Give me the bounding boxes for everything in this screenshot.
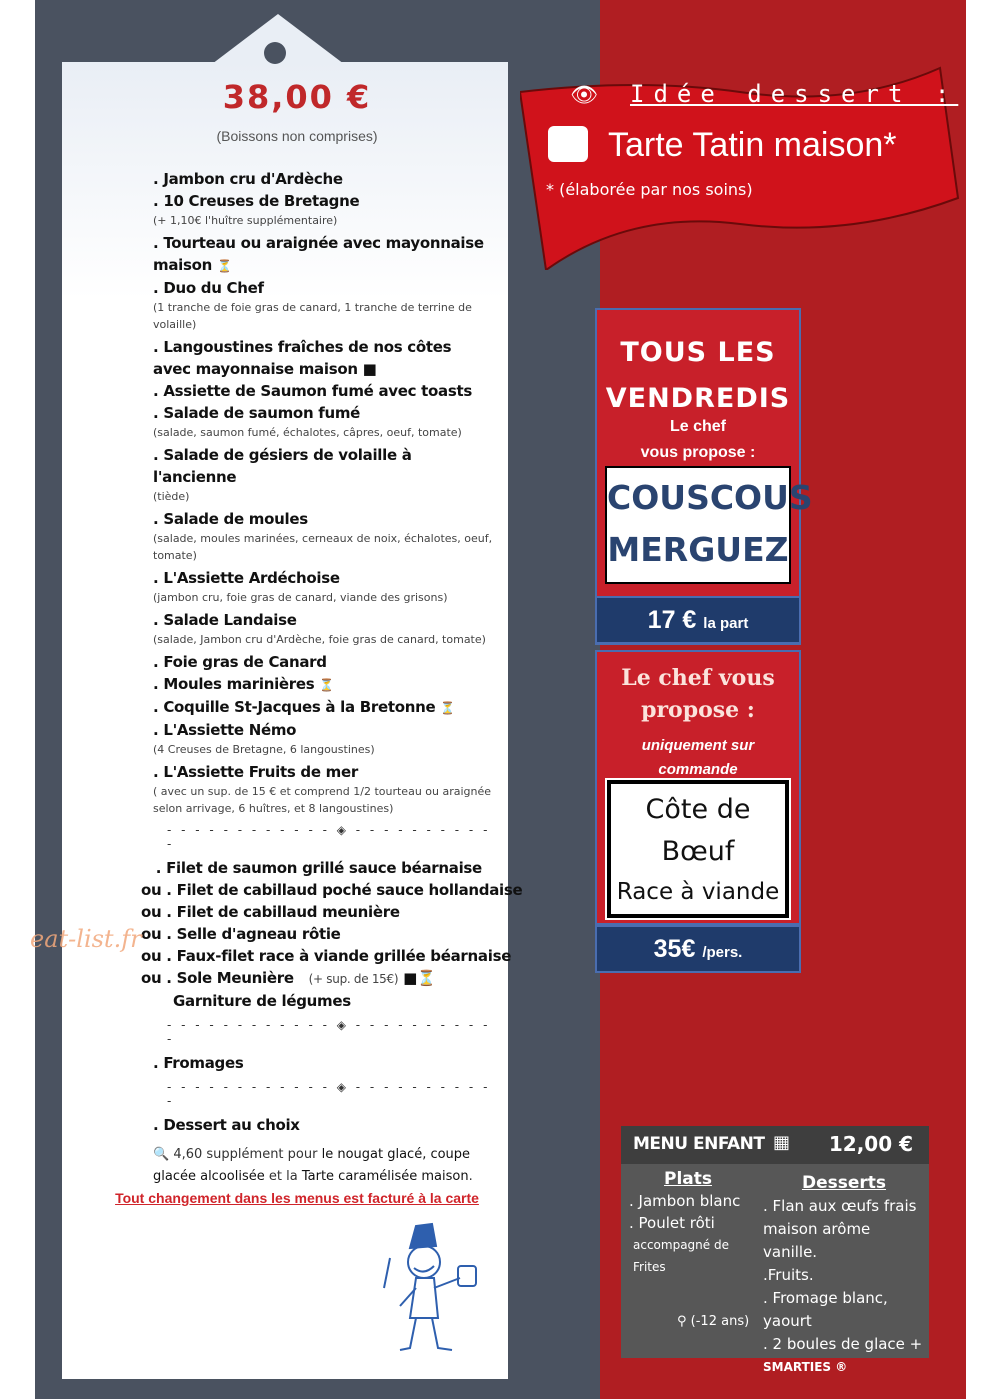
friday-dish (605, 466, 813, 584)
menu-item: . L'Assiette Némo (153, 721, 297, 739)
menu-item: . Foie gras de Canard (153, 653, 327, 671)
friday-dish-line: MERGUEZ (607, 530, 789, 569)
dessert-title: Idée dessert : (630, 80, 959, 108)
menu-item-desc: (tiède) (153, 490, 190, 503)
friday-price (595, 596, 801, 644)
kids-main-side: accompagné de Frites (633, 1238, 729, 1274)
menu-item: . Salade Landaise (153, 611, 297, 629)
garnish: Garniture de légumes (173, 992, 351, 1010)
kids-dessert-item: . Fromage blanc, yaourt (763, 1289, 888, 1330)
supplement-prefix: 4,60 supplément pour (173, 1147, 318, 1162)
dessert-name: Tarte Tatin maison* (608, 126, 897, 164)
kids-main-item: . Jambon blanc (629, 1192, 741, 1210)
special-dish (607, 780, 789, 918)
zoom-icon: 🔍 (153, 1147, 170, 1162)
main-item: ou . Selle d'agneau rôtie (141, 925, 341, 943)
separator: - - - - - - - - - - - - ◈ - - - - - - - - - - - (167, 1018, 491, 1046)
special-price (595, 925, 801, 973)
special-dish-line: Bœuf (661, 836, 735, 867)
pot-icon: ⏳ (440, 701, 455, 715)
eye-icon: 👁 (570, 82, 598, 107)
kids-age-text: (-12 ans) (690, 1314, 750, 1329)
menu-price: 38,00 € (222, 78, 372, 116)
menu-item-desc: (4 Creuses de Bretagne, 6 langoustines) (153, 743, 375, 756)
watermark: eat-list.fr (30, 925, 142, 953)
friday-dish-line: COUSCOUS (607, 478, 813, 517)
kids-age (677, 1314, 749, 1329)
friday-title-line: TOUS LES (620, 337, 776, 368)
friday-subtitle (597, 414, 799, 466)
kids-title: MENU ENFANT (633, 1134, 765, 1154)
kids-dessert-item: . 2 boules de glace + (763, 1335, 923, 1353)
menu-item-desc: (1 tranche de foie gras de canard, 1 tranche de terrine de volaille) (153, 301, 472, 331)
menu-item-desc: (salade, saumon fumé, échalotes, câpres, oeuf, tomate) (153, 426, 462, 439)
menu-item (153, 232, 493, 277)
menu-item-desc: ( avec un sup. de 15 € et comprend 1/2 tourteau ou araignée selon arrivage, 6 huîtres, et 8 langoustines) (153, 785, 492, 815)
main-item: . Filet de saumon grillé sauce béarnaise (141, 859, 482, 877)
friday-title-line: VENDREDIS (605, 383, 791, 414)
menu-item: . Salade de saumon fumé (153, 404, 361, 422)
kids-desserts-heading: Desserts (801, 1173, 887, 1193)
menu-item (153, 336, 493, 380)
friday-box (595, 308, 813, 645)
blocks-icon: ▦ (773, 1132, 791, 1153)
tag-hole (264, 42, 286, 64)
menu-item: . L'Assiette Ardéchoise (153, 569, 340, 587)
menu-item-desc: (+ 1,10€ l'huître supplémentaire) (153, 214, 338, 227)
pot-icon: ⏳ (216, 259, 232, 273)
menu-item: . Salade de gésiers de volaille à l'ancienne (153, 446, 412, 486)
supplement-article: la (286, 1169, 298, 1184)
menu-item: . L'Assiette Fruits de mer (153, 763, 358, 781)
kids-dessert-item: .Fruits. (763, 1266, 814, 1284)
main-item: ou . Faux-filet race à viande grillée béarnaise (141, 947, 512, 965)
special-dish-line: Côte de (645, 794, 751, 825)
pot-icon: ⏳ (319, 678, 334, 692)
menu-item: . Duo du Chef (153, 279, 264, 297)
menu-item-desc: (salade, Jambon cru d'Ardèche, foie gras de canard, tomate) (153, 633, 486, 646)
friday-price-unit: la part (703, 615, 749, 632)
dessert-item: . Dessert au choix (153, 1116, 300, 1134)
dessert-note: * (élaborée par nos soins) (546, 180, 753, 199)
cheese-item: . Fromages (153, 1054, 244, 1072)
main-item (141, 967, 493, 990)
sole-supplement: (+ sup. de 15€) (308, 972, 399, 986)
special-title-line: propose : (641, 697, 755, 723)
special-title-line: Le chef vous (621, 665, 775, 691)
main-item: ou . Filet de cabillaud poché sauce hollandaise (141, 881, 523, 899)
pot-icon: ■⏳ (403, 969, 436, 987)
special-price-unit: /pers. (702, 944, 743, 961)
pot-icon: ■ (362, 360, 377, 378)
kids-header (621, 1126, 929, 1164)
menu-item-desc: (jambon cru, foie gras de canard, viande des grisons) (153, 591, 448, 604)
supplement-items: le nougat glacé, coupe glacée alcoolisée (153, 1147, 471, 1184)
kids-menu (621, 1126, 929, 1374)
chef-illustration (380, 1218, 490, 1358)
kids-price: 12,00 € (828, 1132, 913, 1156)
chef-hat-icon (548, 126, 588, 162)
kids-dessert-item: . Flan aux œufs frais maison arôme vanille. (763, 1197, 917, 1261)
drinks-note: (Boissons non comprises) (216, 128, 378, 144)
friday-subtitle-line: Le chef (669, 418, 726, 435)
menu-item: . Jambon cru d'Ardèche (153, 170, 343, 188)
menu-item (153, 696, 493, 719)
menu-item: . Salade de moules (153, 510, 308, 528)
special-dish-line: Race à viande (616, 879, 780, 905)
special-subtitle (597, 734, 799, 782)
rattle-icon: ⚲ (677, 1314, 687, 1329)
special-price-value: 35€ (653, 935, 696, 963)
separator: - - - - - - - - - - - - ◈ - - - - - - - - - - - (167, 823, 491, 851)
menu-item (153, 673, 493, 696)
menu-item-title: . Tourteau ou araignée avec mayonnaise maison (153, 234, 484, 274)
special-subtitle-line: commande (658, 761, 738, 778)
kids-main-item: . Poulet rôti (629, 1214, 715, 1232)
kids-smarties: SMARTIES ® (763, 1360, 848, 1374)
special-subtitle-line: uniquement sur (641, 737, 755, 754)
change-warning: Tout changement dans les menus est facturé à la carte (115, 1190, 479, 1206)
menu-item-title: . Langoustines fraîches de nos côtes avec mayonnaise maison (153, 338, 452, 378)
menu-item-title: . Moules marinières (153, 675, 315, 693)
friday-price-value: 17 € (647, 606, 697, 634)
special-title (597, 662, 799, 726)
main-item-title: ou . Sole Meunière (141, 969, 294, 987)
dessert-supplement: 🔍 4,60 supplément pour le nougat glacé, coupe glacée alcoolisée et la Tarte caramélisée maison. (153, 1147, 473, 1184)
kids-desserts (763, 1172, 925, 1378)
kids-mains-heading: Plats (663, 1169, 712, 1189)
menu-item-title: . Coquille St-Jacques à la Bretonne (153, 698, 436, 716)
menu-list (141, 168, 523, 1188)
friday-title (597, 330, 799, 422)
main-item: ou . Filet de cabillaud meunière (141, 903, 400, 921)
separator: - - - - - - - - - - - - ◈ - - - - - - - - - - - (167, 1080, 491, 1108)
kids-mains (629, 1168, 747, 1278)
supplement-and: et (268, 1169, 282, 1184)
main-courses (141, 857, 523, 1012)
friday-subtitle-line: vous propose : (640, 444, 756, 461)
menu-item: . Assiette de Saumon fumé avec toasts (153, 382, 472, 400)
menu-item-desc: (salade, moules marinées, cerneaux de noix, échalotes, oeuf, tomate) (153, 532, 493, 562)
supplement-tart: Tarte caramélisée maison (301, 1169, 469, 1184)
menu-item: . 10 Creuses de Bretagne (153, 192, 360, 210)
special-box (595, 650, 801, 925)
